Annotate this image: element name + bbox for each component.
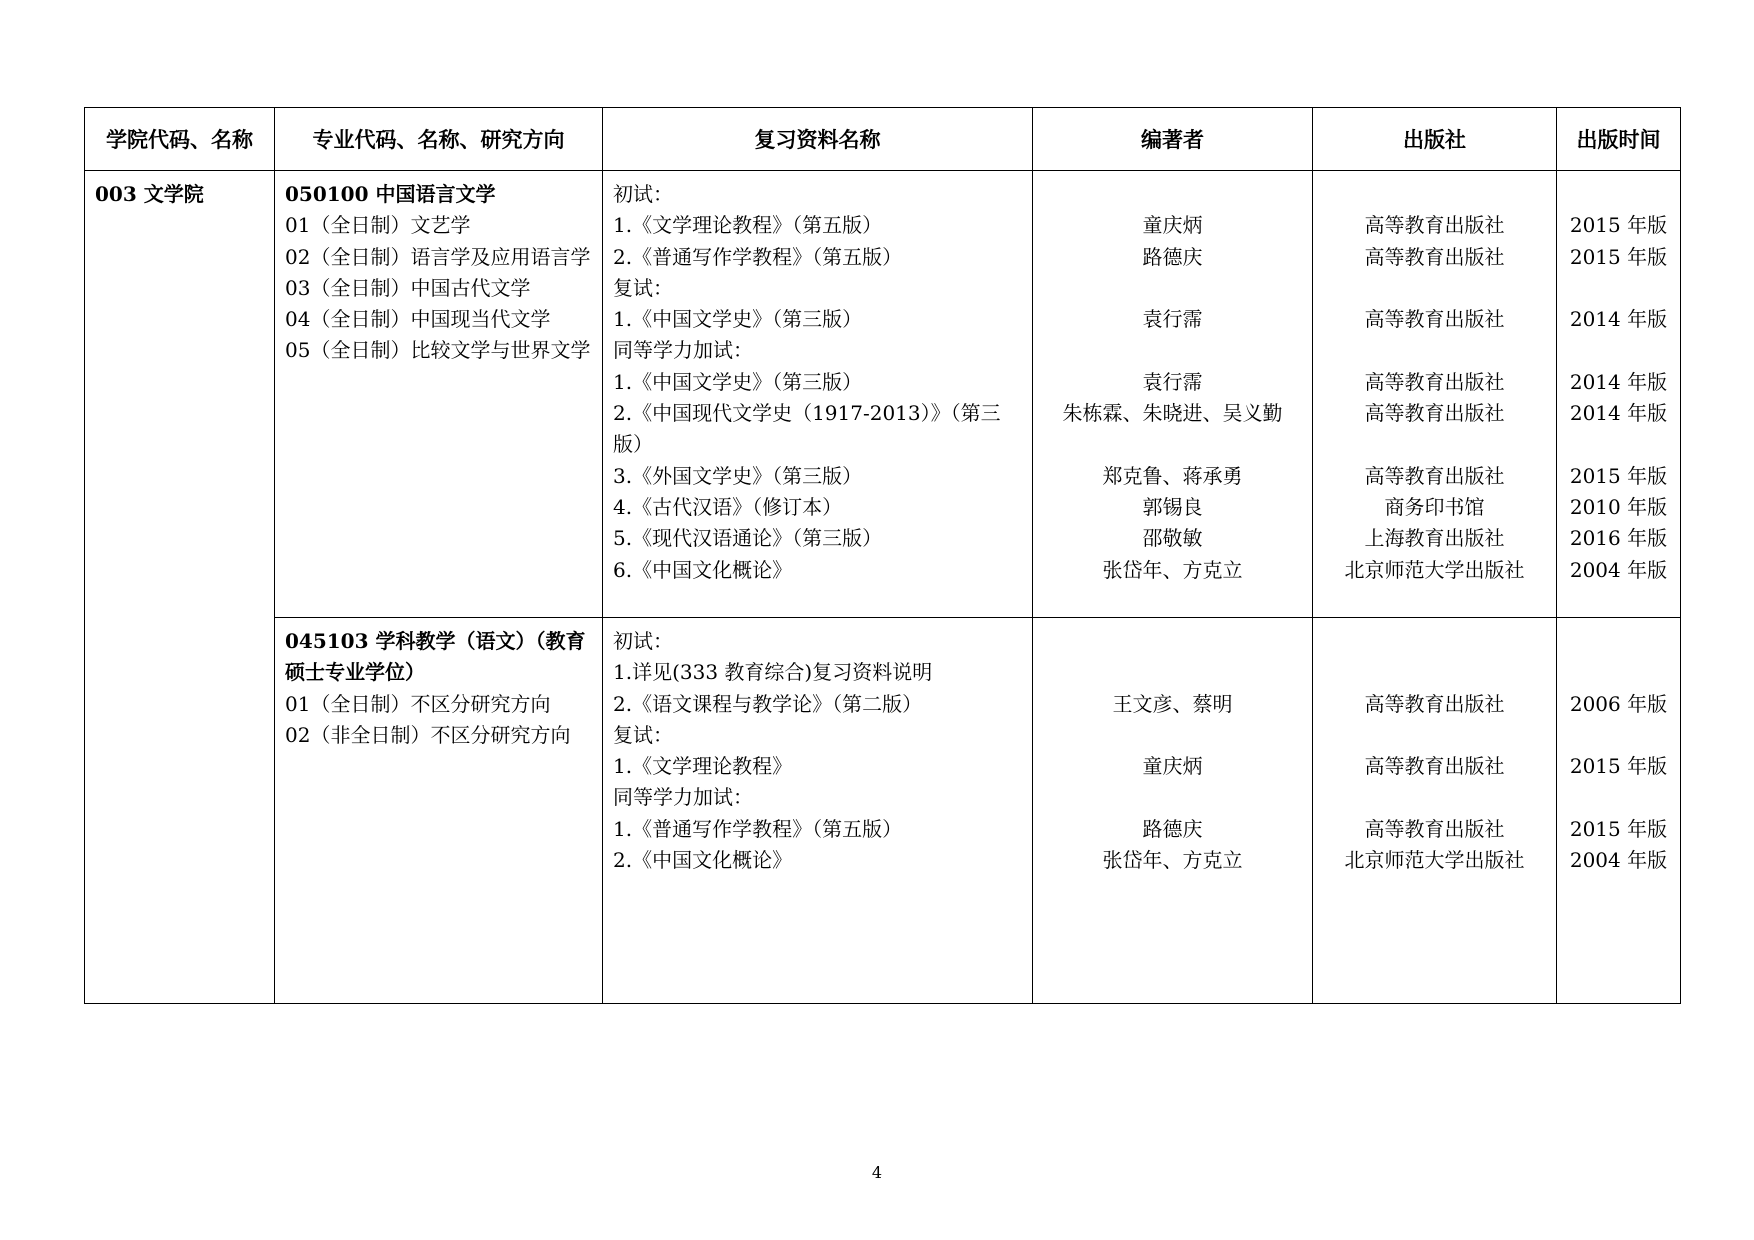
major-cell <box>275 171 603 618</box>
publisher-cell <box>1313 618 1557 1004</box>
year-cell <box>1557 618 1681 1004</box>
header-year: 出版时间 <box>1557 108 1681 171</box>
group-label: 复试： <box>613 722 673 747</box>
publisher-name: 北京师范大学出版社 <box>1344 557 1525 582</box>
header-college: 学院代码、名称 <box>85 108 275 171</box>
table-row <box>85 171 1681 618</box>
author-name: 邵敬敏 <box>1142 526 1203 551</box>
author-name: 路德庆 <box>1142 244 1203 269</box>
header-material: 复习资料名称 <box>603 108 1033 171</box>
header-major: 专业代码、名称、研究方向 <box>275 108 603 171</box>
year-value: 2010 年版 <box>1569 494 1668 519</box>
publisher-name: 北京师范大学出版社 <box>1344 848 1525 873</box>
group-label: 初试： <box>613 182 673 206</box>
publisher-name: 高等教育出版社 <box>1364 754 1505 779</box>
header-author: 编著者 <box>1033 108 1313 171</box>
material-title: 1.详见(333 教育综合)复习资料说明 <box>613 660 933 685</box>
group-label: 复试： <box>613 275 673 300</box>
year-value: 2015 年版 <box>1569 244 1668 269</box>
material-cell <box>603 171 1033 618</box>
material-title: 2.《中国文化概论》 <box>613 848 793 873</box>
college-cell <box>85 171 275 1004</box>
publisher-name: 高等教育出版社 <box>1364 816 1505 841</box>
material-title: 3.《外国文学史》（第三版） <box>613 463 863 488</box>
direction-item: 01（全日制）文艺学 <box>285 213 471 238</box>
year-value: 2015 年版 <box>1569 463 1668 488</box>
year-value: 2014 年版 <box>1569 307 1668 332</box>
material-cell <box>603 618 1033 1004</box>
direction-item: 03（全日制）中国古代文学 <box>285 275 531 300</box>
direction-item: 01（全日制）不区分研究方向 <box>285 691 551 716</box>
group-label: 同等学力加试： <box>613 338 753 363</box>
direction-item: 02（全日制）语言学及应用语言学 <box>285 244 591 269</box>
material-title: 1.《普通写作学教程》（第五版） <box>613 816 903 841</box>
author-name: 郑克鲁、蒋承勇 <box>1102 463 1243 488</box>
author-name: 郭锡良 <box>1142 494 1203 519</box>
author-name: 张岱年、方克立 <box>1102 557 1243 582</box>
material-title: 2.《普通写作学教程》（第五版） <box>613 244 903 269</box>
author-name: 路德庆 <box>1142 816 1203 841</box>
year-value: 2014 年版 <box>1569 369 1668 394</box>
material-title: 1.《文学理论教程》 <box>613 754 793 779</box>
year-value: 2016 年版 <box>1569 526 1668 551</box>
author-name: 童庆炳 <box>1142 754 1203 779</box>
material-title: 1.《中国文学史》（第三版） <box>613 307 863 332</box>
author-name: 王文彦、蔡明 <box>1112 691 1233 716</box>
material-title: 5.《现代汉语通论》（第三版） <box>613 526 883 551</box>
publisher-name: 高等教育出版社 <box>1364 463 1505 488</box>
author-cell <box>1033 618 1313 1004</box>
material-title: 4.《古代汉语》（修订本） <box>613 494 843 519</box>
year-value: 2004 年版 <box>1569 848 1668 873</box>
materials-table <box>84 107 1681 1004</box>
major-cell <box>275 618 603 1004</box>
publisher-name: 上海教育出版社 <box>1364 526 1505 551</box>
table-row <box>85 618 1681 1004</box>
publisher-name: 高等教育出版社 <box>1364 401 1505 426</box>
direction-item: 04（全日制）中国现当代文学 <box>285 307 551 332</box>
material-title: 6.《中国文化概论》 <box>613 557 793 582</box>
year-value: 2004 年版 <box>1569 557 1668 582</box>
author-name: 朱栋霖、朱晓进、吴义勤 <box>1062 401 1283 426</box>
major-title: 045103 学科教学（语文）（教育硕士专业学位） <box>285 629 586 685</box>
year-value: 2015 年版 <box>1569 213 1668 238</box>
major-title: 050100 中国语言文学 <box>285 182 496 206</box>
header-publisher: 出版社 <box>1313 108 1557 171</box>
author-name: 袁行霈 <box>1142 369 1203 394</box>
publisher-name: 高等教育出版社 <box>1364 691 1505 716</box>
page-number: 4 <box>871 1163 883 1182</box>
material-title: 2.《语文课程与教学论》（第二版） <box>613 691 923 716</box>
material-title: 1.《文学理论教程》（第五版） <box>613 213 883 238</box>
direction-item: 05（全日制）比较文学与世界文学 <box>285 338 591 363</box>
author-name: 袁行霈 <box>1142 307 1203 332</box>
header-row <box>85 108 1681 171</box>
author-name: 童庆炳 <box>1142 213 1203 238</box>
publisher-cell <box>1313 171 1557 618</box>
year-value: 2014 年版 <box>1569 401 1668 426</box>
author-cell <box>1033 171 1313 618</box>
year-cell <box>1557 171 1681 618</box>
publisher-name: 高等教育出版社 <box>1364 307 1505 332</box>
year-value: 2006 年版 <box>1569 691 1668 716</box>
publisher-name: 高等教育出版社 <box>1364 369 1505 394</box>
year-value: 2015 年版 <box>1569 754 1668 779</box>
material-title: 1.《中国文学史》（第三版） <box>613 369 863 394</box>
publisher-name: 商务印书馆 <box>1384 494 1485 519</box>
year-value: 2015 年版 <box>1569 816 1668 841</box>
group-label: 初试： <box>613 629 673 653</box>
publisher-name: 高等教育出版社 <box>1364 213 1505 238</box>
author-name: 张岱年、方克立 <box>1102 848 1243 873</box>
direction-item: 02（非全日制）不区分研究方向 <box>285 722 571 747</box>
material-title: 2.《中国现代文学史（1917-2013）》（第三版） <box>613 401 1001 457</box>
group-label: 同等学力加试： <box>613 785 753 810</box>
college-name: 003 文学院 <box>95 182 204 206</box>
publisher-name: 高等教育出版社 <box>1364 244 1505 269</box>
